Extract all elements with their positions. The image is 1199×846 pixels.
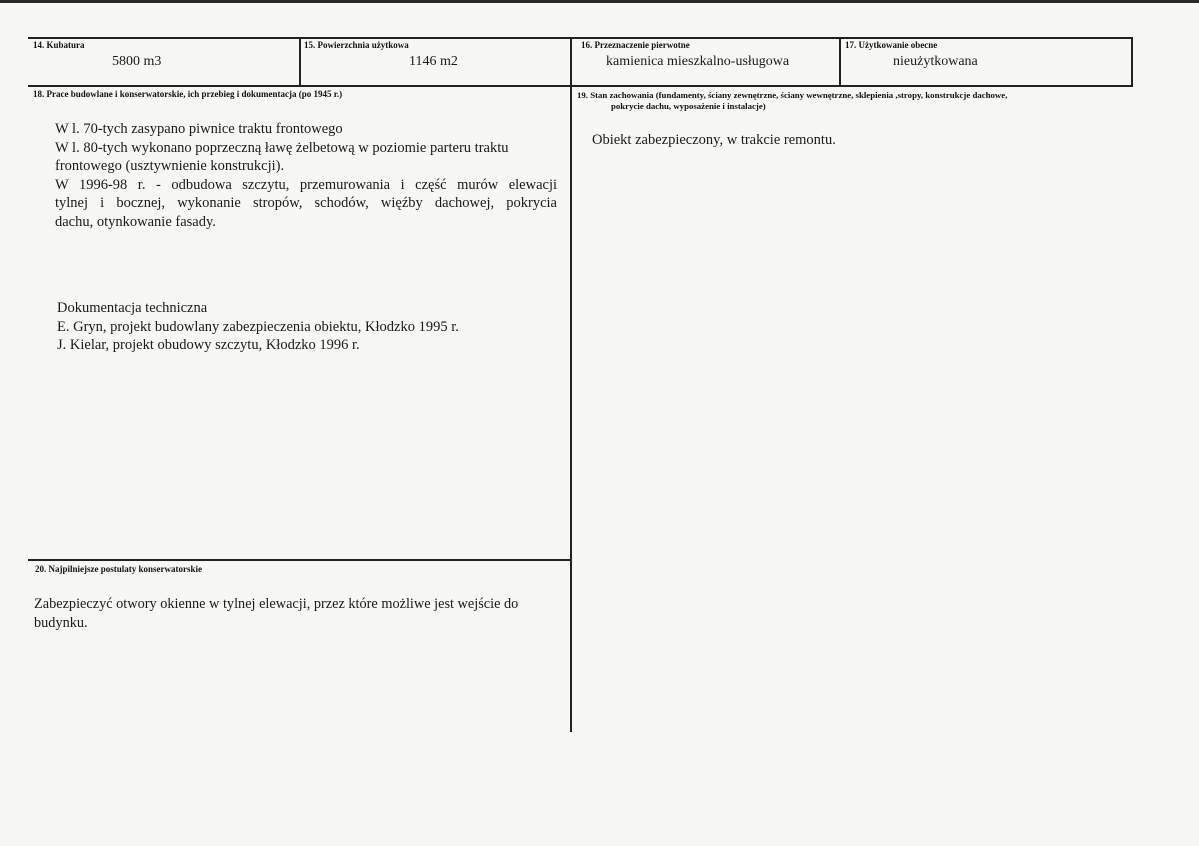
field-17-value: nieużytkowana <box>893 54 978 69</box>
field-18-text <box>55 120 557 231</box>
section-18-bottom-border <box>28 559 572 561</box>
divider-16-17 <box>839 37 841 87</box>
field-20-line: Zabezpieczyć otwory okienne w tylnej elewacji, przez które możliwe jest wejście do <box>34 596 519 612</box>
field-18-label: 18. Prace budowlane i konserwatorskie, ich przebieg i dokumentacja (po 1945 r.) <box>33 89 343 99</box>
field-18-line: frontowego (usztywnienie konstrukcji). <box>55 158 285 174</box>
field-18-documentation <box>57 299 537 355</box>
field-18-line: W 1996-98 r. - odbudowa szczytu, przemurowania i część murów elewacji <box>55 176 557 193</box>
field-19-label-line-2: pokrycie dachu, wyposażenie i instalacje) <box>611 101 766 111</box>
field-18-line: W l. 80-tych wykonano poprzeczną ławę żelbetową w poziomie parteru traktu <box>55 139 509 156</box>
field-17-label: 17. Użytkowanie obecne <box>845 40 938 50</box>
field-20-line: budynku. <box>34 614 88 631</box>
field-19-text: Obiekt zabezpieczony, w trakcie remontu. <box>592 132 836 148</box>
scan-edge <box>0 0 1199 3</box>
field-16-label: 16. Przeznaczenie pierwotne <box>581 40 690 50</box>
field-15-label: 15. Powierzchnia użytkowa <box>304 40 409 50</box>
field-18-line: tylnej i bocznej, wykonanie stropów, schodów, więźby dachowej, pokrycia <box>55 195 557 211</box>
divider-14-15 <box>299 37 301 87</box>
header-row-bottom-border <box>28 85 1133 87</box>
field-15-value: 1146 m2 <box>409 54 458 69</box>
divider-left-right <box>570 37 572 732</box>
field-18-line: dachu, otynkowanie fasady. <box>55 213 216 230</box>
field-20-text <box>34 595 564 632</box>
field-19-label-line-1: 19. Stan zachowania (fundamenty, ściany zewnętrzne, ściany wewnętrzne, sklepienia ,stropy, konstrukcje dachowe, <box>577 90 1008 100</box>
field-16-value: kamienica mieszkalno-usługowa <box>606 54 790 69</box>
documentation-entry: E. Gryn, projekt budowlany zabezpieczenia obiektu, Kłodzko 1995 r. <box>57 318 459 335</box>
form-top-border <box>28 37 1133 39</box>
documentation-heading: Dokumentacja techniczna <box>57 300 208 316</box>
field-14-value: 5800 m3 <box>112 54 162 69</box>
field-20-label: 20. Najpilniejsze postulaty konserwatorskie <box>35 564 202 574</box>
right-edge-border <box>1131 37 1133 87</box>
documentation-entry: J. Kielar, projekt obudowy szczytu, Kłodzko 1996 r. <box>57 337 360 353</box>
field-18-line: W l. 70-tych zasypano piwnice traktu frontowego <box>55 121 343 137</box>
field-14-label: 14. Kubatura <box>33 40 85 50</box>
